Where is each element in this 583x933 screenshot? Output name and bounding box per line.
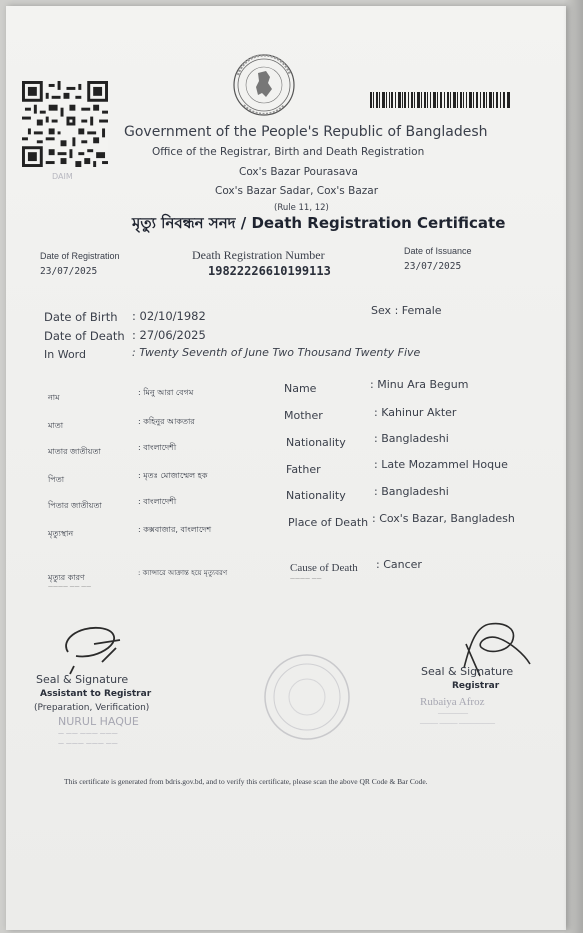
certificate-paper	[6, 6, 566, 930]
detail-bn-value: : বাংলাদেশী	[138, 443, 177, 452]
detail-en-value: : Late Mozammel Hoque	[374, 458, 508, 471]
detail-bn-value: : মিনু আরা বেগম	[138, 388, 194, 397]
in-word-value: : Twenty Seventh of June Two Thousand Twenty Five	[132, 346, 421, 359]
detail-bn-label: পিতা	[48, 475, 65, 484]
registration-number-label: Death Registration Number	[192, 248, 325, 262]
sadar-heading: Cox's Bazar Sadar, Cox's Bazar	[215, 185, 379, 197]
detail-en-value: : Cox's Bazar, Bangladesh	[372, 512, 515, 525]
registrar-role: Registrar	[452, 681, 500, 691]
detail-bn-label: মৃত্যুর কারণ	[48, 573, 85, 582]
registration-number-value: 19822226610199113	[208, 264, 331, 278]
assistant-role: Assistant to Registrar	[40, 689, 152, 699]
date-of-birth-value: : 02/10/1982	[132, 309, 206, 323]
detail-bn-value: : বাংলাদেশী	[138, 497, 177, 506]
verification-footer: This certificate is generated from bdris.gov.bd, and to verify this certificate, please scan the above QR Code & Bar Code.	[64, 777, 428, 786]
office-seal-icon	[262, 652, 352, 742]
cause-note: ———— —— ——	[48, 584, 92, 590]
rule-reference: (Rule 11, 12)	[274, 203, 329, 213]
government-heading: Government of the People's Republic of Bangladesh	[124, 124, 488, 140]
date-of-death-value: : 27/06/2025	[132, 328, 206, 342]
detail-en-value: : Kahinur Akter	[374, 406, 457, 419]
assistant-stamp-name: NURUL HAQUE	[58, 715, 139, 728]
barcode-icon	[370, 92, 510, 108]
detail-en-value: : Minu Ara Begum	[370, 378, 469, 391]
daim-watermark: DAIM	[52, 172, 73, 181]
detail-bn-label: মাতা	[48, 421, 64, 430]
detail-en-label: Name	[284, 382, 317, 395]
government-seal-icon	[228, 53, 300, 117]
date-of-registration-label: Date of Registration	[40, 251, 120, 261]
certificate-title: মৃত্যু নিবন্ধন সনদ / Death Registration Certificate	[132, 214, 506, 232]
date-of-death-label: Date of Death	[44, 329, 125, 343]
pourasava-heading: Cox's Bazar Pourasava	[239, 166, 358, 178]
detail-bn-label: পিতার জাতীয়তা	[48, 501, 102, 510]
registrar-stamp-name: Rubaiya Afroz	[420, 696, 485, 708]
registrar-stamp-line: ——— ——— ——————	[420, 721, 495, 727]
detail-bn-value: : মৃতঃ মোজাম্মেল হক	[138, 471, 208, 480]
page-edge-shadow	[563, 0, 583, 933]
cause-rule-note: ———— ——	[290, 576, 322, 582]
date-of-issuance-value: 23/07/2025	[404, 261, 462, 272]
assistant-sub-role: (Preparation, Verification)	[34, 703, 150, 713]
detail-en-value: : Cancer	[376, 558, 422, 571]
assistant-stamp-line: — ——— ——— ——	[58, 740, 118, 747]
detail-bn-value: : ক্যান্সারে আক্রান্ত হয়ে মৃত্যুবরণ	[138, 569, 228, 577]
date-of-birth-label: Date of Birth	[44, 310, 118, 324]
date-of-registration-value: 23/07/2025	[40, 266, 98, 277]
detail-bn-value: : কক্সবাজার, বাংলাদেশ	[138, 525, 212, 534]
assistant-signature-icon	[58, 618, 138, 678]
office-heading: Office of the Registrar, Birth and Death Registration	[152, 146, 425, 158]
detail-bn-label: মৃত্যুস্থান	[48, 529, 74, 538]
assistant-stamp-line: — —— ——— ———	[58, 730, 118, 737]
detail-bn-label: মাতার জাতীয়তা	[48, 447, 101, 456]
in-word-label: In Word	[44, 348, 86, 361]
date-of-issuance-label: Date of Issuance	[404, 246, 472, 256]
detail-en-label: Father	[286, 463, 321, 476]
left-seal-label: Seal & Signature	[36, 673, 129, 686]
detail-bn-value: : কহিনুর আকতার	[138, 417, 195, 426]
detail-en-label: Place of Death	[288, 516, 369, 529]
detail-en-label: Cause of Death	[290, 562, 358, 574]
qr-code-icon	[22, 81, 108, 167]
detail-en-label: Nationality	[286, 436, 346, 449]
detail-en-value: : Bangladeshi	[374, 485, 449, 498]
detail-en-value: : Bangladeshi	[374, 432, 449, 445]
detail-bn-label: নাম	[48, 393, 60, 402]
sex-value: Sex : Female	[371, 304, 442, 317]
detail-en-label: Mother	[284, 409, 323, 422]
right-seal-label: Seal & Signature	[421, 665, 514, 678]
detail-en-label: Nationality	[286, 489, 346, 502]
registrar-stamp-line: —————	[438, 711, 468, 717]
